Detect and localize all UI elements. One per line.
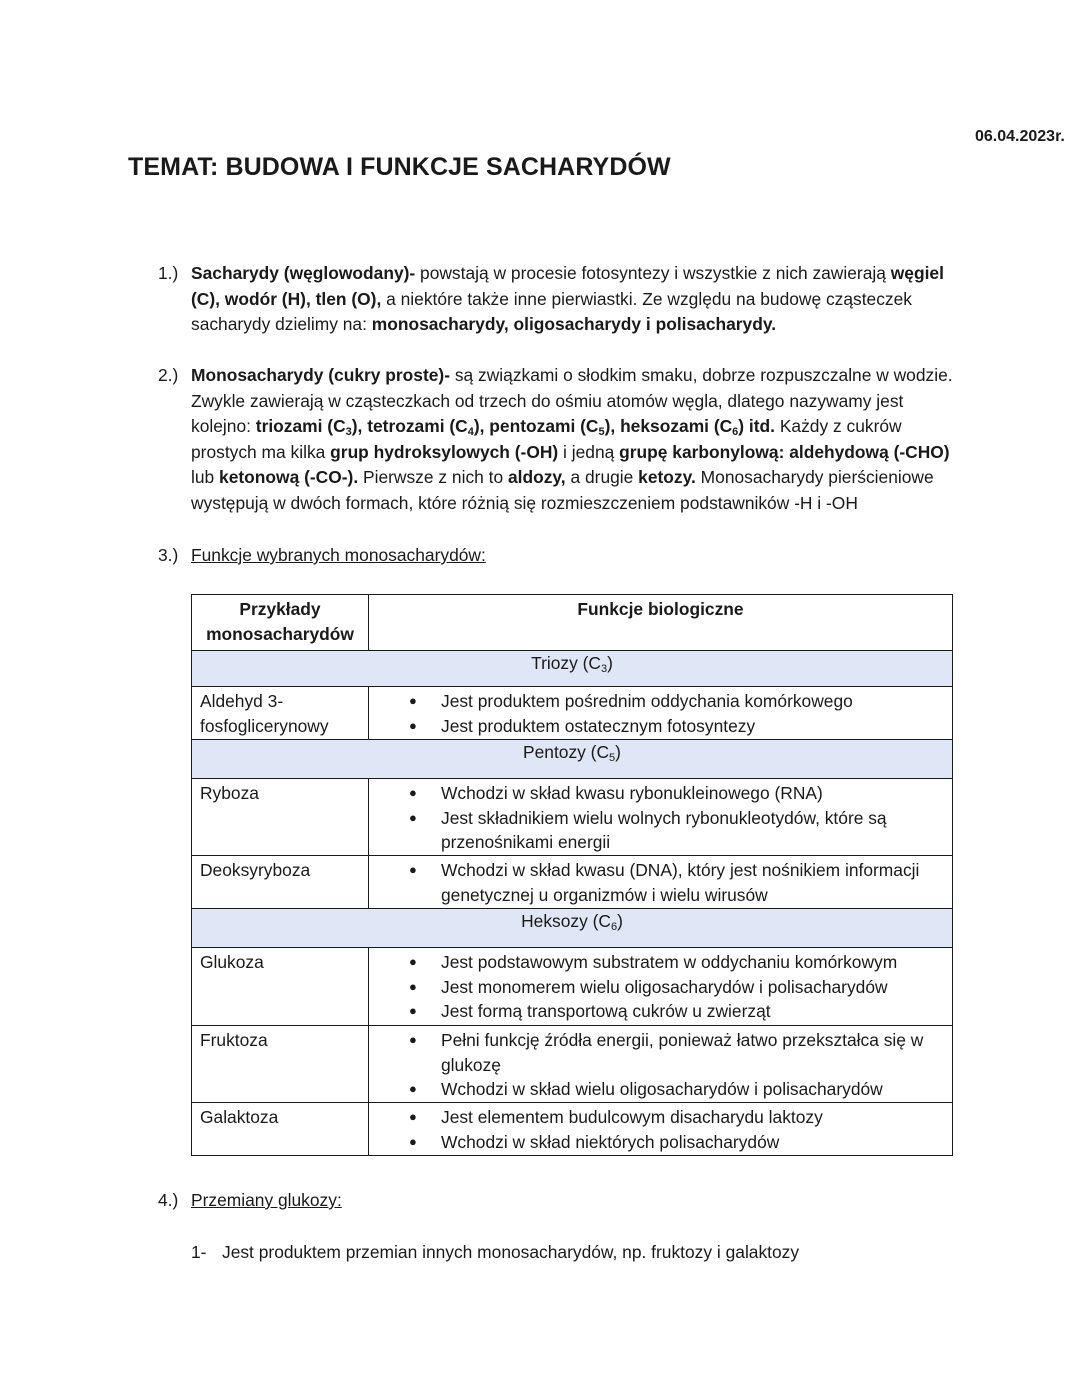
step-text: Jest produktem przemian innych monosacharydów, np. fruktozy i galaktozy	[222, 1242, 800, 1262]
glucose-transformation-step	[191, 1242, 799, 1263]
monosaccharide-name: Fruktoza	[192, 1026, 369, 1103]
table-row	[192, 779, 953, 856]
section-2-text: Monosacharydy (cukry proste)- są związkami o słodkim smaku, dobrze rozpuszczalne w wodzie. Zwykle zawierają w cząsteczkach od trzech do ośmiu atomów węgla, dlatego nazywamy jest kolejno: triozami $(C_3)$, tetrozami $(C_4)$, pentozami $(C_5)$, heksozami $(C_6)$ itd. Każdy z cukrów prostych ma kilka grup hydroksylowych (-OH) i jedną grupę karbonylową: aldehydową (-CHO) lub ketonową (-CO-). Pierwsze z nich to aldozy, a drugie ketozy. Monosacharydy pierścieniowe występują w dwóch formach, które różnią się rozmieszczeniem podstawników -H i -OH	[191, 365, 953, 513]
monosaccharide-functions-table	[191, 594, 953, 1156]
function-item: ● Jest podstawowym substratem w oddychaniu komórkowym	[369, 950, 940, 975]
function-item: ● Jest formą transportową cukrów u zwierząt	[369, 999, 940, 1024]
function-item: ● Wchodzi w skład niektórych polisacharydów	[369, 1130, 940, 1155]
section-4	[158, 1188, 958, 1214]
table-row	[192, 1103, 953, 1156]
function-item: ● Jest monomerem wielu oligosacharydów i polisacharydów	[369, 975, 940, 1000]
table-group-row	[192, 740, 953, 779]
function-item: ● Jest produktem pośrednim oddychania komórkowego	[369, 689, 940, 714]
function-list-cell	[369, 1103, 953, 1156]
table-row	[192, 687, 953, 740]
section-number: 3.)	[158, 545, 179, 565]
function-list-cell	[369, 948, 953, 1026]
table-row	[192, 856, 953, 909]
monosaccharide-name: Deoksyryboza	[192, 856, 369, 909]
step-number: 1-	[191, 1242, 207, 1262]
function-item: ● Pełni funkcję źródła energii, ponieważ łatwo przekształca się w glukozę	[369, 1028, 940, 1077]
group-label: Triozy $(C_3)$	[531, 653, 613, 675]
section-3	[158, 543, 958, 569]
section-1	[158, 261, 958, 338]
function-item: ● Wchodzi w skład wielu oligosacharydów i polisacharydów	[369, 1077, 940, 1102]
function-item: ● Wchodzi w skład kwasu (DNA), który jest nośnikiem informacji genetycznej u organizmów i wielu wirusów	[369, 858, 940, 907]
function-item: ● Jest produktem ostatecznym fotosyntezy	[369, 714, 940, 739]
function-list-cell	[369, 856, 953, 909]
section-number: 1.)	[158, 263, 179, 283]
table-group-row	[192, 909, 953, 948]
column-header-examples: Przykłady monosacharydów	[192, 595, 369, 651]
function-item: ● Jest składnikiem wielu wolnych rybonukleotydów, które są przenośnikami energii	[369, 806, 940, 855]
monosaccharide-name: Glukoza	[192, 948, 369, 1026]
monosaccharide-name: Ryboza	[192, 779, 369, 856]
document-date: 06.04.2023r.	[975, 128, 1065, 145]
function-item: ● Jest elementem budulcowym disacharydu laktozy	[369, 1105, 940, 1130]
section-1-text: Sacharydy (węglowodany)- powstają w procesie fotosyntezy i wszystkie z nich zawierają węgiel (C), wodór (H), tlen (O), a niektóre także inne pierwiastki. Ze względu na budowę cząsteczek sacharydy dzielimy na: monosacharydy, oligosacharydy i polisacharydy.	[191, 263, 944, 335]
table-body	[192, 651, 953, 1156]
table-group-row	[192, 651, 953, 687]
function-list-cell	[369, 779, 953, 856]
section-number: 2.)	[158, 365, 179, 385]
function-list-cell	[369, 687, 953, 740]
section-3-heading: Funkcje wybranych monosacharydów:	[191, 545, 486, 565]
monosaccharide-name: Galaktoza	[192, 1103, 369, 1156]
table-row	[192, 1026, 953, 1103]
monosaccharide-name: Aldehyd 3-fosfoglicerynowy	[192, 687, 369, 740]
column-header-functions: Funkcje biologiczne	[369, 595, 953, 651]
table-row	[192, 948, 953, 1026]
page-title: TEMAT: BUDOWA I FUNKCJE SACHARYDÓW	[128, 153, 671, 181]
section-4-heading: Przemiany glukozy:	[191, 1190, 342, 1210]
group-label: Heksozy $(C_6)$	[521, 911, 623, 933]
group-label: Pentozy $(C_5)$	[523, 742, 621, 764]
section-2	[158, 363, 958, 517]
function-item: ● Wchodzi w skład kwasu rybonukleinowego (RNA)	[369, 781, 940, 806]
function-list-cell	[369, 1026, 953, 1103]
section-number: 4.)	[158, 1190, 179, 1210]
